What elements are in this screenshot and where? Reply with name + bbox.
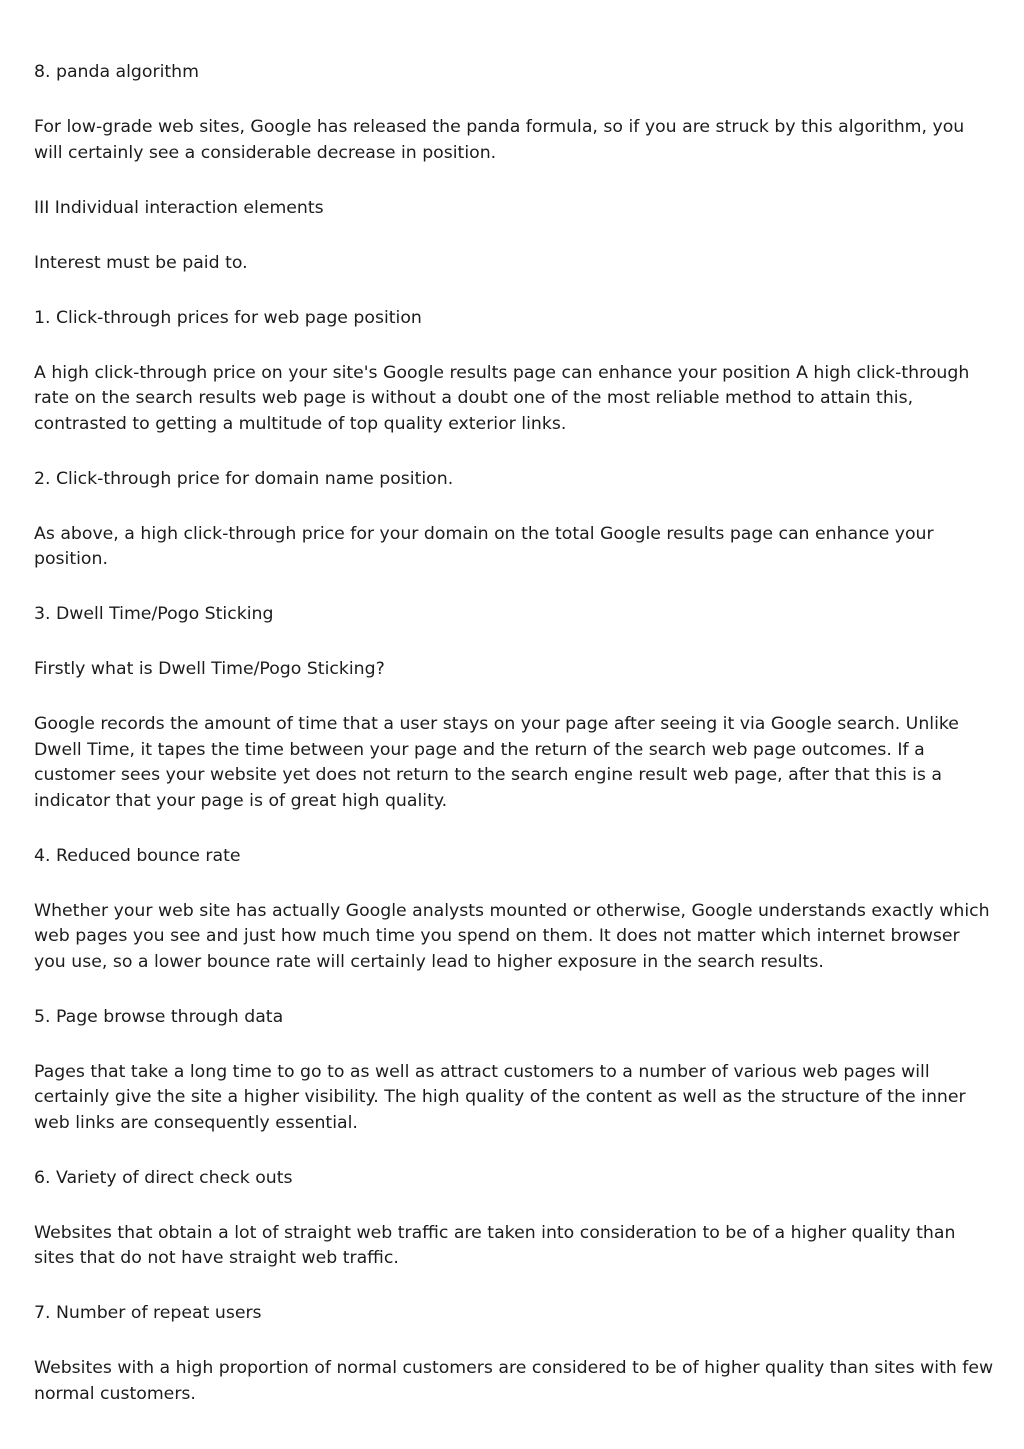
paragraph-page-browse-data: Pages that take a long time to go to as well as attract customers to a number of various web pages will certainly give the site a higher visibility. The high quality of the content as well as the structure of the inner web links are consequently essential. [34, 1061, 966, 1133]
heading-click-through-page: 1. Click-through prices for web page position [34, 307, 422, 328]
paragraph-interest-note: Interest must be paid to. [34, 252, 248, 273]
paragraph-dwell-time-question: Firstly what is Dwell Time/Pogo Sticking? [34, 659, 385, 679]
paragraph-click-through-page: A high click-through price on your site's Google results page can enhance your position A high click-through rate on the search results web page is without a doubt one of the most reliable method to attain this, contrasted to getting a multitude of top quality exterior links. [34, 362, 970, 434]
heading-dwell-time: 3. Dwell Time/Pogo Sticking [34, 604, 274, 624]
paragraph-direct-check-outs: Websites that obtain a lot of straight web traffic are taken into consideration to be of a higher quality than sites that do not have straight web traffic. [34, 1222, 956, 1268]
document-body [34, 60, 996, 1437]
heading-direct-check-outs: 6. Variety of direct check outs [34, 1167, 293, 1188]
paragraph-bounce-rate: Whether your web site has actually Google analysts mounted or otherwise, Google understands exactly which web pages you see and just how much time you spend on them. It does not matter which internet browser you use, so a lower bounce rate will certainly lead to higher exposure in the search results. [34, 900, 990, 972]
heading-repeat-users: 7. Number of repeat users [34, 1303, 262, 1323]
paragraph-click-through-domain: As above, a high click-through price for your domain on the total Google results page can enhance your position. [34, 523, 934, 569]
heading-panda-algorithm: 8. panda algorithm [34, 62, 199, 82]
heading-bounce-rate: 4. Reduced bounce rate [34, 845, 241, 866]
heading-page-browse-data: 5. Page browse through data [34, 1006, 284, 1027]
heading-individual-interaction-elements: III Individual interaction elements [34, 197, 324, 218]
paragraph-repeat-users: Websites with a high proportion of normal customers are considered to be of higher quality than sites with few normal customers. [34, 1358, 994, 1404]
paragraph-panda-description: For low-grade web sites, Google has released the panda formula, so if you are struck by this algorithm, you will certainly see a considerable decrease in position. [34, 117, 965, 163]
heading-click-through-domain: 2. Click-through price for domain name position. [34, 468, 454, 489]
paragraph-dwell-time-description: Google records the amount of time that a user stays on your page after seeing it via Google search. Unlike Dwell Time, it tapes the time between your page and the return of the search web page outcomes. If a customer sees your website yet does not return to the search engine result web page, after that this is a indicator that your page is of great high quality. [34, 714, 959, 811]
